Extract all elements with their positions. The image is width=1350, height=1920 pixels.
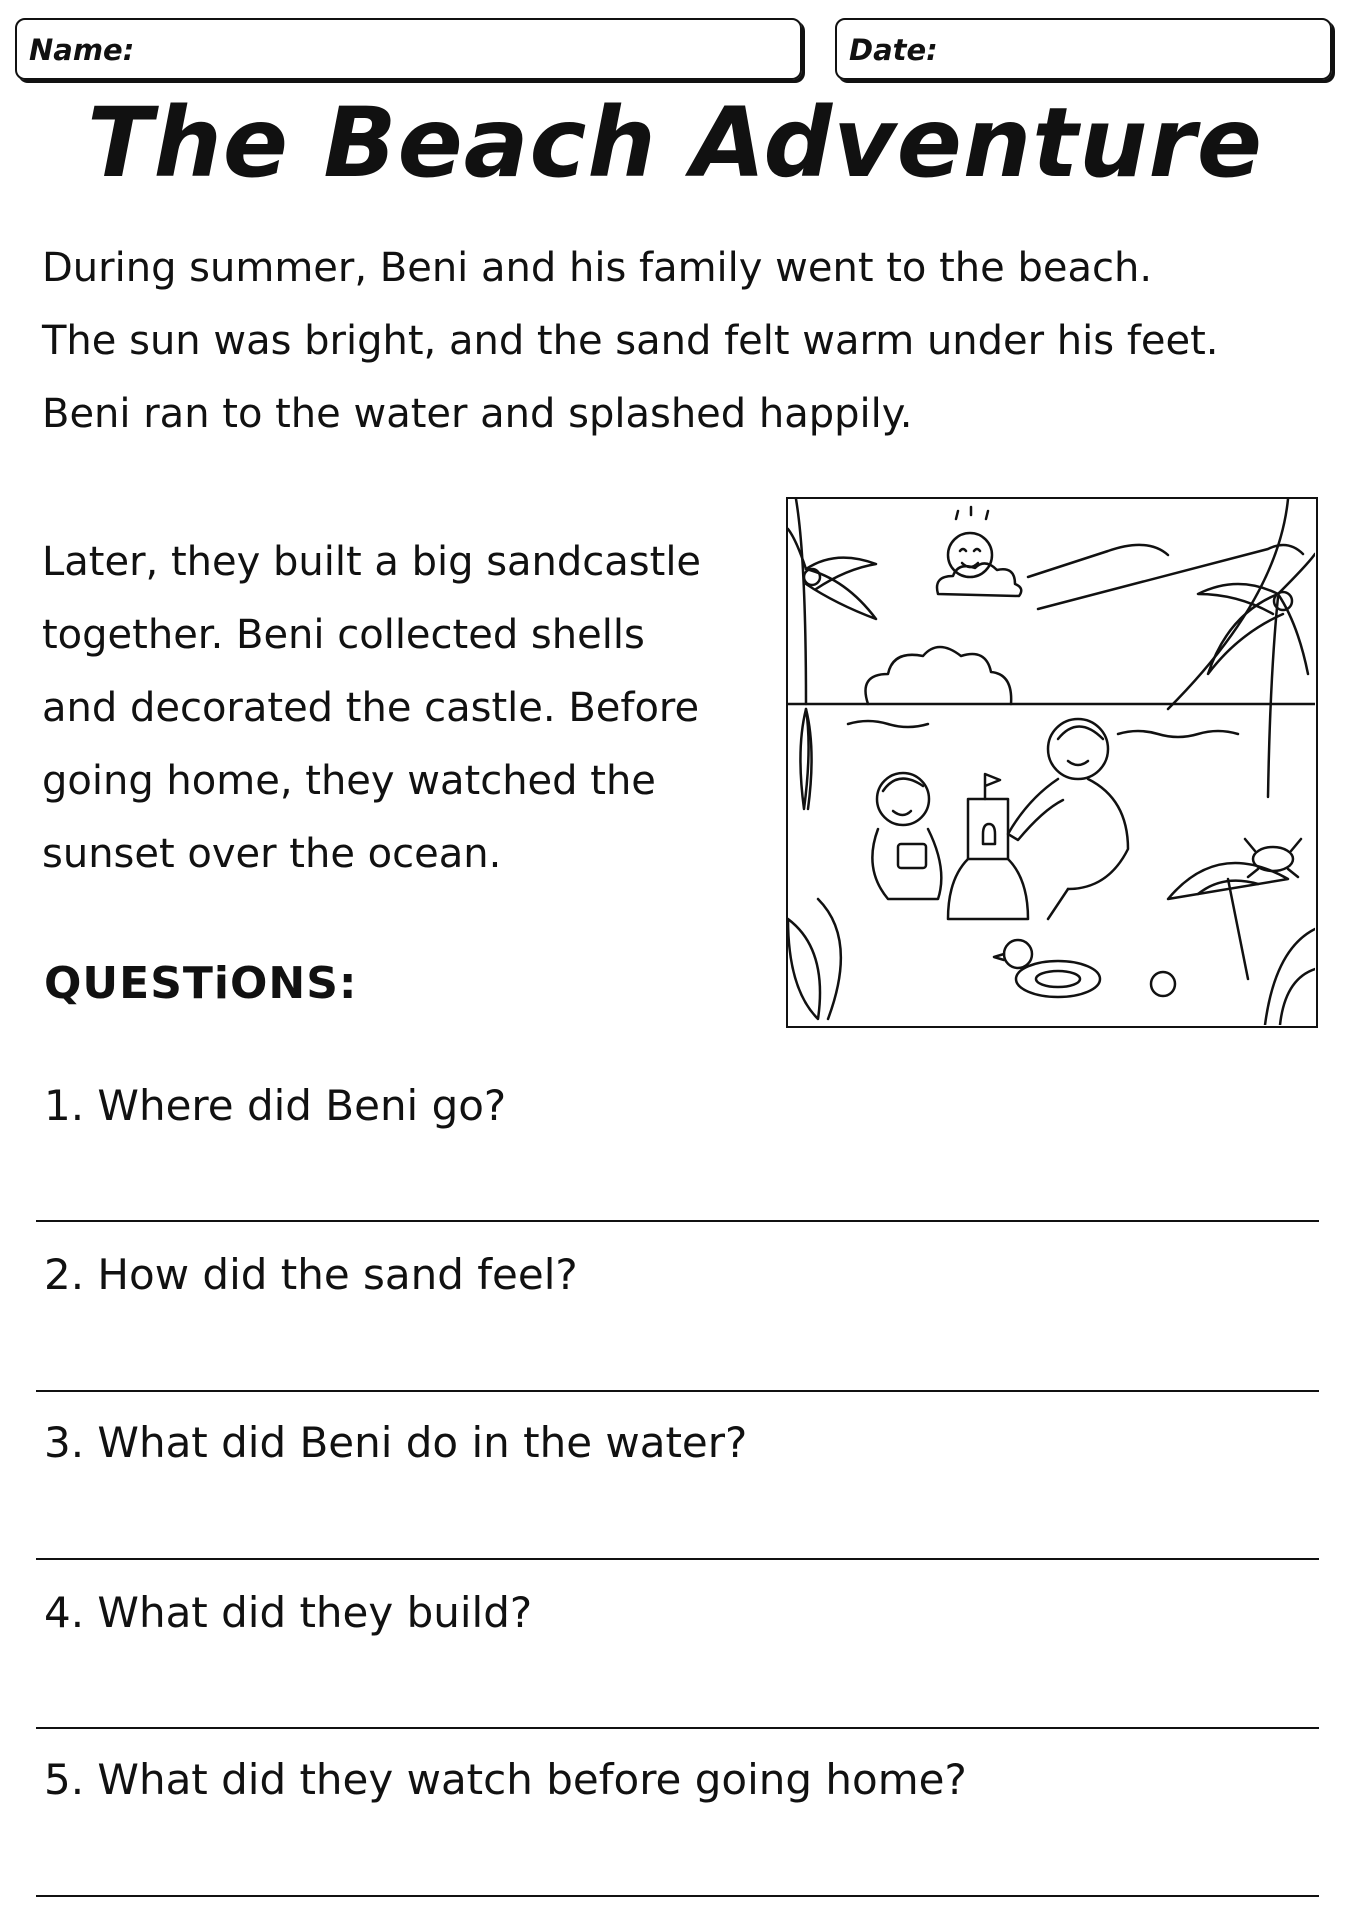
palm-tree-icon bbox=[1168, 499, 1315, 797]
story-line: sunset over the ocean. bbox=[42, 831, 502, 877]
question-3: 3. What did Beni do in the water? bbox=[44, 1418, 748, 1467]
story-line: and decorated the castle. Before bbox=[42, 685, 700, 731]
story-paragraph-1 bbox=[42, 232, 1332, 451]
umbrella-icon bbox=[1168, 863, 1288, 979]
story-line: The sun was bright, and the sand felt warm under his feet. bbox=[42, 318, 1219, 364]
child-figure bbox=[872, 773, 941, 899]
beach-scene-illustration bbox=[786, 497, 1318, 1028]
story-line: During summer, Beni and his family went to the beach. bbox=[42, 245, 1153, 291]
answer-line-3[interactable] bbox=[36, 1558, 1319, 1560]
answer-line-1[interactable] bbox=[36, 1220, 1319, 1222]
story-line: Later, they built a big sandcastle bbox=[42, 539, 702, 585]
date-field[interactable] bbox=[835, 18, 1332, 80]
questions-heading: QUESTiONS: bbox=[44, 958, 358, 1009]
story-line: going home, they watched the bbox=[42, 758, 656, 804]
story-paragraph-2 bbox=[42, 526, 782, 891]
question-5: 5. What did they watch before going home? bbox=[44, 1755, 967, 1804]
sandcastle-icon bbox=[948, 774, 1028, 919]
story-line: together. Beni collected shells bbox=[42, 612, 645, 658]
boy-figure bbox=[1008, 719, 1128, 919]
story-line: Beni ran to the water and splashed happily. bbox=[42, 391, 913, 437]
question-2: 2. How did the sand feel? bbox=[44, 1250, 578, 1299]
palm-tree-icon bbox=[788, 499, 876, 704]
date-label: Date: bbox=[849, 33, 938, 67]
page-title: The Beach Adventure bbox=[87, 87, 1263, 199]
surfboard-icon bbox=[800, 709, 811, 809]
answer-line-2[interactable] bbox=[36, 1390, 1319, 1392]
question-1: 1. Where did Beni go? bbox=[44, 1081, 507, 1130]
wave-lines bbox=[848, 721, 1238, 737]
name-field[interactable] bbox=[15, 18, 802, 80]
duck-float-icon bbox=[994, 940, 1100, 997]
question-4: 4. What did they build? bbox=[44, 1588, 533, 1637]
answer-line-5[interactable] bbox=[36, 1895, 1319, 1897]
name-label: Name: bbox=[29, 33, 135, 67]
answer-line-4[interactable] bbox=[36, 1727, 1319, 1729]
ball-icon bbox=[1151, 972, 1175, 996]
